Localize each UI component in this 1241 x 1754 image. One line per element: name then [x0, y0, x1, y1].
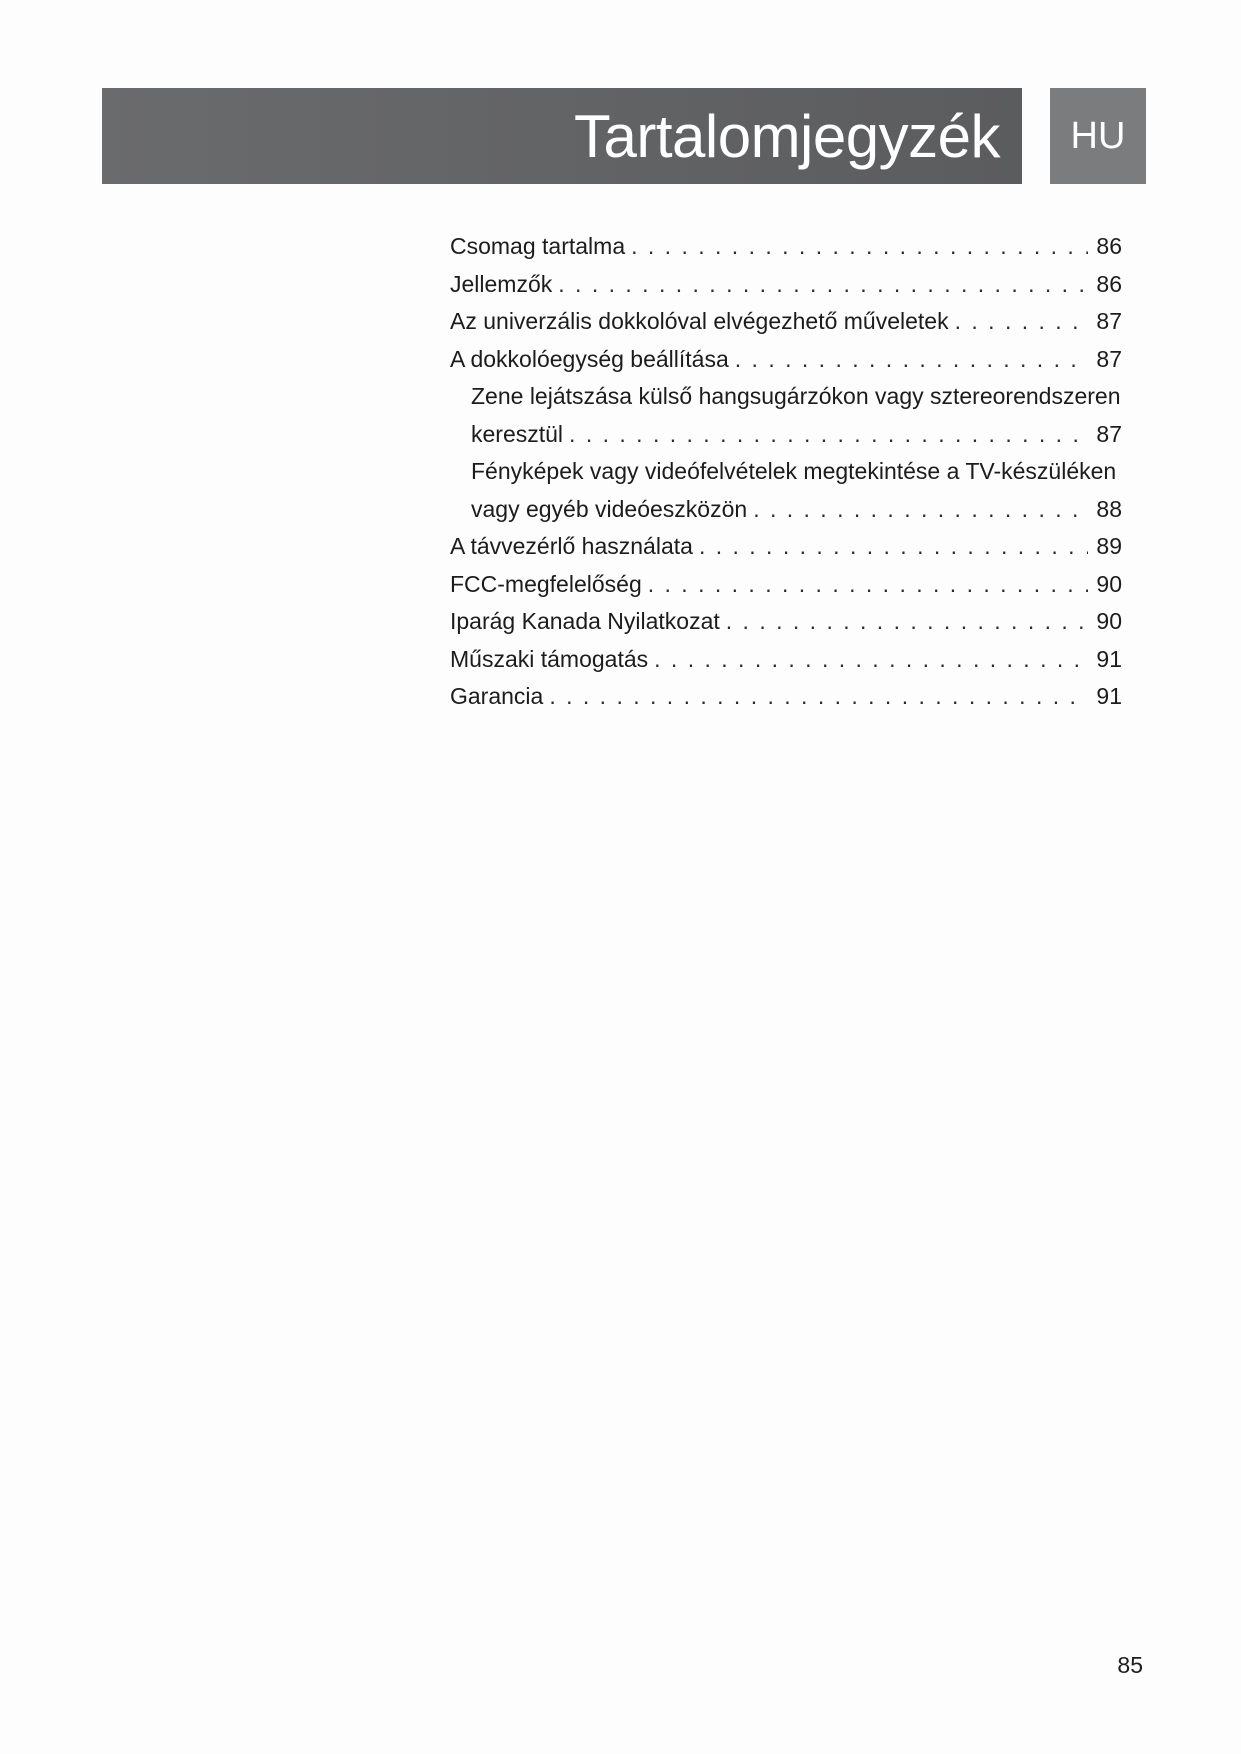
dot-leader: [631, 228, 1088, 266]
toc-entry-page: 91: [1096, 683, 1122, 709]
toc-entry-page: 87: [1096, 420, 1122, 447]
dot-leader: [699, 528, 1088, 566]
page-title: Tartalomjegyzék: [573, 102, 1000, 170]
page-number: 85: [1117, 1652, 1143, 1678]
toc-entry-page: 91: [1096, 645, 1122, 672]
toc-entry[interactable]: [450, 228, 1122, 266]
toc-entry[interactable]: [450, 603, 1122, 641]
table-of-contents: [450, 228, 1122, 716]
dot-leader: [569, 416, 1088, 454]
language-badge: [1050, 88, 1146, 184]
toc-entry-page: 87: [1096, 345, 1122, 372]
toc-entry[interactable]: [450, 678, 1122, 716]
dot-leader: [735, 341, 1088, 379]
toc-entry-label: FCC-megfelelőség: [450, 570, 642, 597]
dot-leader: [549, 678, 1088, 716]
toc-subentry[interactable]: [450, 378, 1122, 453]
toc-entry-label: Garancia: [450, 683, 544, 709]
toc-entry[interactable]: [450, 266, 1122, 304]
toc-entry-page: 88: [1096, 495, 1122, 522]
dot-leader: [648, 566, 1088, 604]
toc-subentry[interactable]: [450, 453, 1122, 528]
toc-subentry-label-line1: Zene lejátszása külső hangsugárzókon vagy sztereorendszeren: [471, 383, 1121, 409]
toc-entry-page: 90: [1096, 570, 1122, 597]
toc-entry-label: Iparág Kanada Nyilatkozat: [450, 608, 720, 634]
toc-entry[interactable]: [450, 341, 1122, 379]
toc-entry-label: Az univerzális dokkolóval elvégezhető műveletek: [450, 308, 949, 334]
dot-leader: [726, 603, 1088, 641]
toc-entry-page: 87: [1096, 308, 1122, 334]
language-code: HU: [1070, 114, 1126, 157]
title-bar: [102, 88, 1022, 184]
toc-entry[interactable]: [450, 566, 1122, 604]
toc-entry-page: 90: [1096, 608, 1122, 634]
toc-entry-page: 89: [1096, 533, 1122, 559]
toc-entry-label: Jellemzők: [450, 270, 553, 297]
toc-entry[interactable]: [450, 641, 1122, 679]
toc-subentry-label-line2: keresztül: [471, 420, 564, 447]
dot-leader: [558, 266, 1088, 304]
toc-entry-label: A dokkolóegység beállítása: [450, 345, 729, 372]
dot-leader: [654, 641, 1088, 679]
toc-entry-label: Csomag tartalma: [450, 233, 626, 259]
toc-entry[interactable]: [450, 528, 1122, 566]
toc-entry-page: 86: [1096, 270, 1122, 297]
dot-leader: [753, 491, 1088, 529]
toc-entry[interactable]: [450, 303, 1122, 341]
toc-subentry-label-line1: Fényképek vagy videófelvételek megtekintése a TV-készüléken: [471, 458, 1117, 484]
toc-entry-label: A távvezérlő használata: [450, 533, 693, 559]
dot-leader: [955, 303, 1088, 341]
toc-entry-page: 86: [1096, 233, 1122, 259]
toc-subentry-label-line2: vagy egyéb videóeszközön: [471, 495, 748, 522]
toc-entry-label: Műszaki támogatás: [450, 645, 649, 672]
